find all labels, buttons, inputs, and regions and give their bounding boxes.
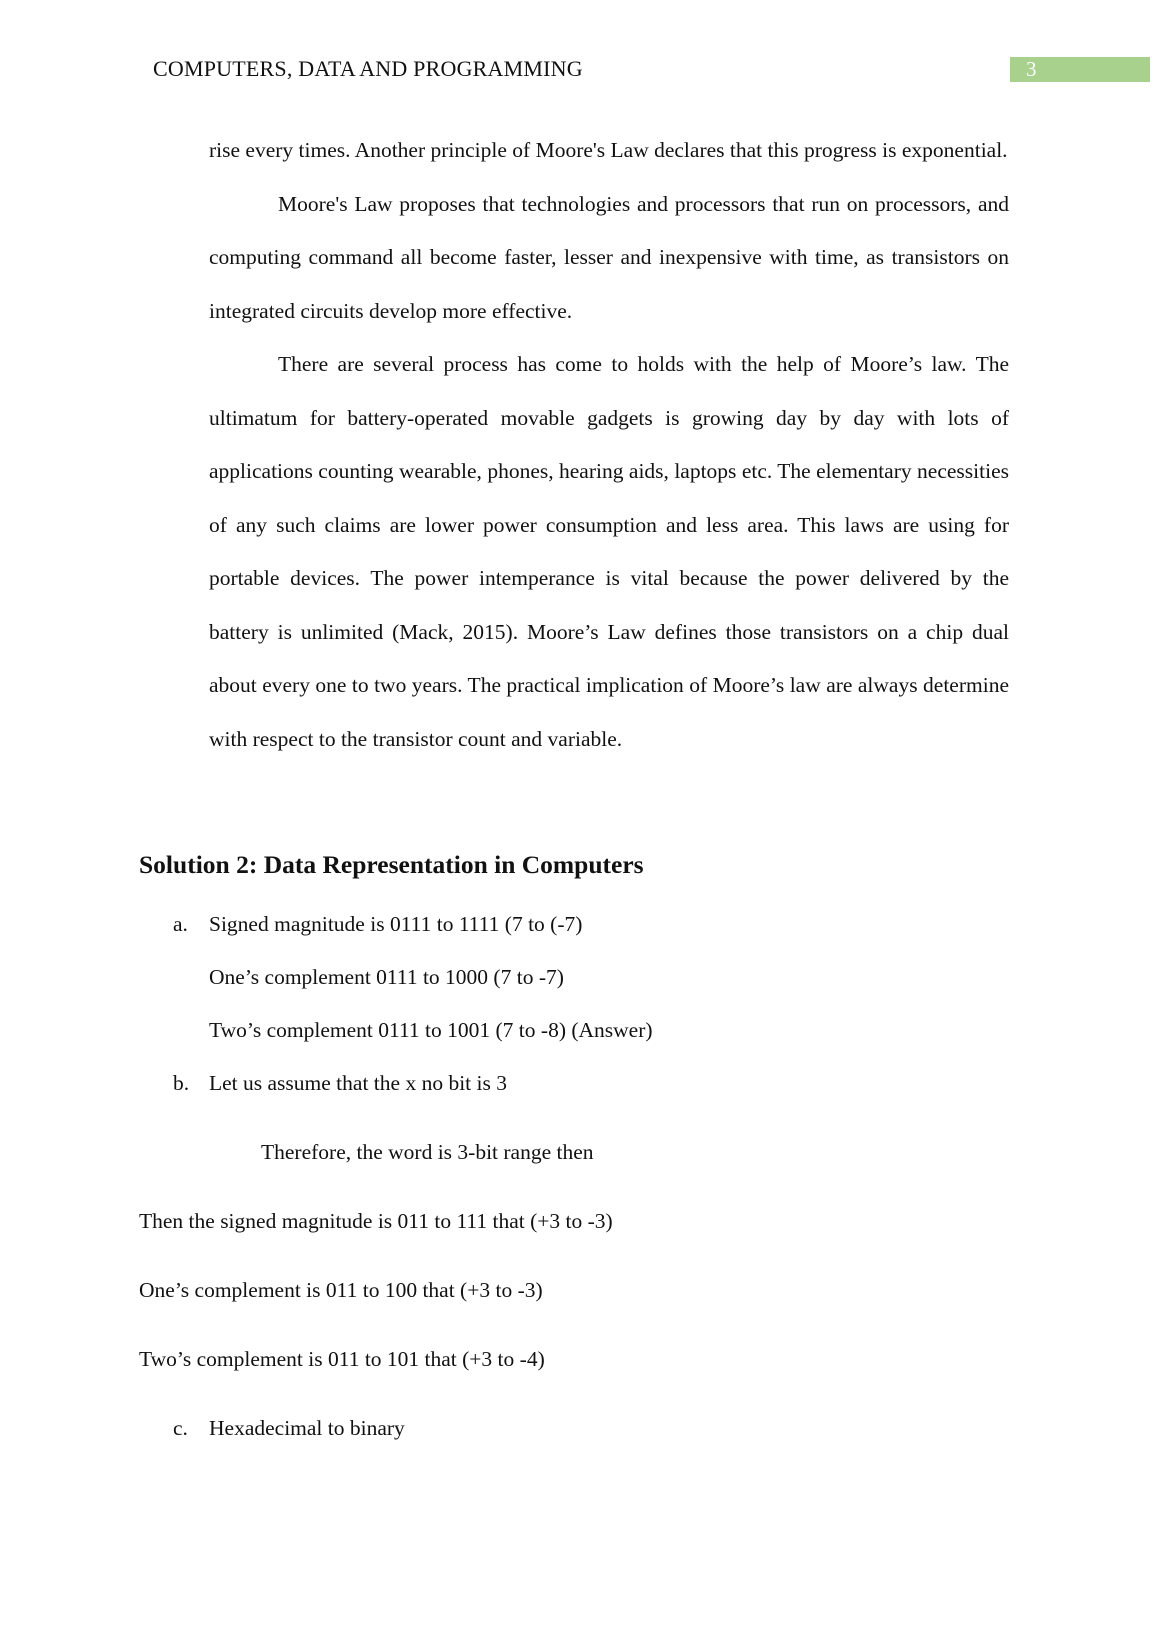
list-marker-c: c. [173,1416,188,1440]
list-item-c-line: Hexadecimal to binary [209,1416,405,1440]
result-twos-complement: Two’s complement is 011 to 101 that (+3 to -4) [139,1347,545,1371]
result-signed-magnitude: Then the signed magnitude is 011 to 111 that (+3 to -3) [139,1209,613,1233]
list-marker-b: b. [173,1071,190,1095]
list-item-b-therefore: Therefore, the word is 3-bit range then [261,1140,594,1164]
body-paragraphs [209,124,1009,766]
paragraph-continuation: rise every times. Another principle of Moore's Law declares that this progress is exponential. [209,138,1008,162]
result-ones-complement: One’s complement is 011 to 100 that (+3 to -3) [139,1278,543,1302]
list-marker-a: a. [173,912,188,936]
running-header-title: COMPUTERS, DATA AND PROGRAMMING [153,56,583,81]
page-number-badge: 3 [1010,57,1150,82]
section-heading: Solution 2: Data Representation in Computers [139,850,644,879]
list-item-b-line: Let us assume that the x no bit is 3 [209,1071,507,1095]
paragraph-moores-law-proposal: Moore's Law proposes that technologies and processors that run on processors, and computing command all become faster, lesser and inexpensive with time, as transistors on integrated circuits develop more effective. [209,191,1009,323]
paragraph-moores-law-processes: There are several process has come to holds with the help of Moore’s law. The ultimatum for battery-operated movable gadgets is growing day by day with lots of applications counting wearable, phones, hearing aids, laptops etc. The elementary necessities of any such claims are lower power consumption and less area. This laws are using for portable devices. The power intemperance is vital because the power delivered by the battery is unlimited (Mack, 2015). Moore’s Law defines those transistors on a chip dual about every one to two years. The practical implication of Moore’s law are always determine with respect to the transistor count and variable. [209,352,1009,751]
list-item-a-line-3: Two’s complement 0111 to 1001 (7 to -8) (Answer) [209,1018,653,1042]
list-item-a-line-2: One’s complement 0111 to 1000 (7 to -7) [209,965,564,989]
list-item-a-line-1: Signed magnitude is 0111 to 1111 (7 to (-7) [209,912,583,936]
